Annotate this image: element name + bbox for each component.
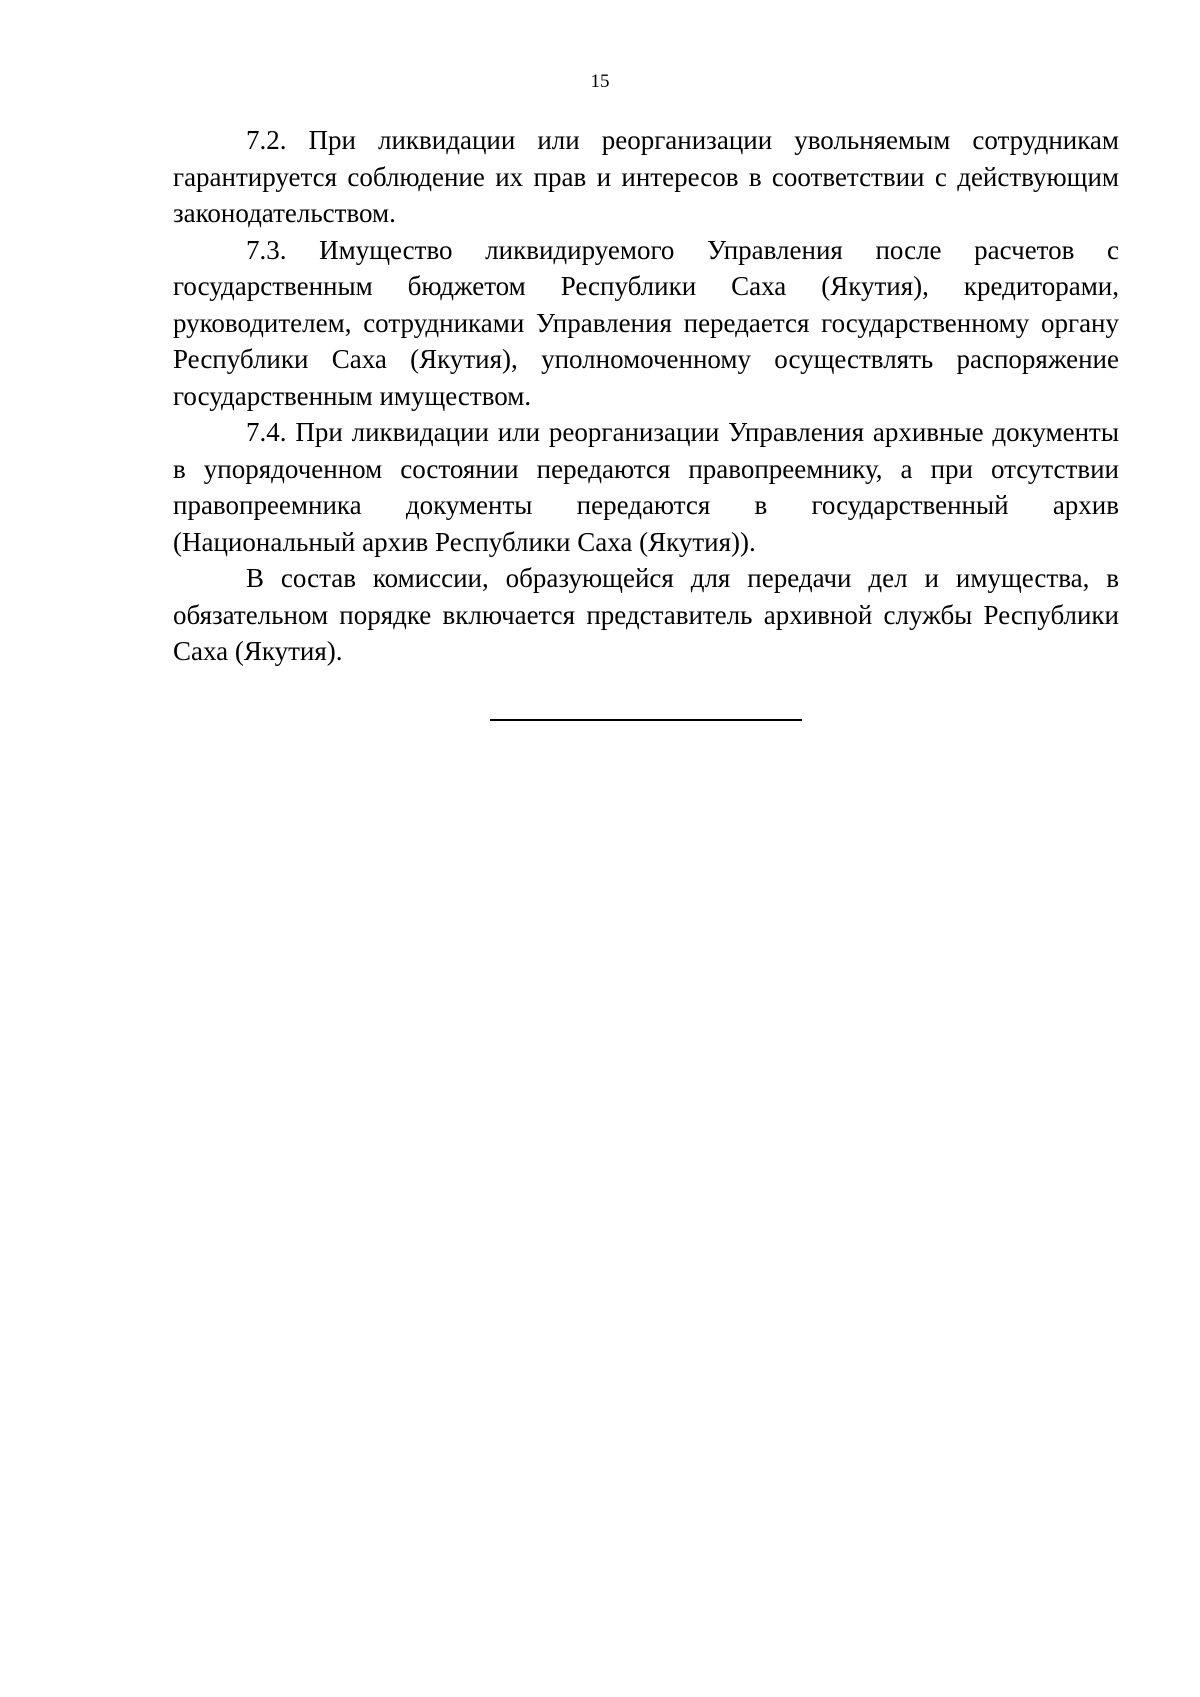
paragraph-commission: В состав комиссии, образующейся для передачи дел и имущества, в обязательном порядке включается представитель архивной службы Республики Саха (Якутия). — [173, 563, 1119, 666]
document-body — [173, 122, 1119, 670]
closing-divider — [490, 719, 802, 721]
paragraph-7-3: 7.3. Имущество ликвидируемого Управления после расчетов с государственным бюджетом Республики Саха (Якутия), кредиторами, руководителем, сотрудниками Управления передается государственному органу Республики Саха (Якутия), уполномоченному осуществлять распоряжение государственным имуществом. — [173, 234, 1119, 411]
paragraph-7-4: 7.4. При ликвидации или реорганизации Управления архивные документы в упорядоченном состоянии передаются правопреемнику, а при отсутствии правопреемника документы передаются в государственный архив (Национальный архив Республики Саха (Якутия)). — [173, 417, 1119, 557]
paragraph-7-2: 7.2. При ликвидации или реорганизации увольняемым сотрудникам гарантируется соблюдение их прав и интересов в соответствии с действующим законодательством. — [173, 125, 1119, 228]
page-number: 15 — [590, 71, 610, 92]
